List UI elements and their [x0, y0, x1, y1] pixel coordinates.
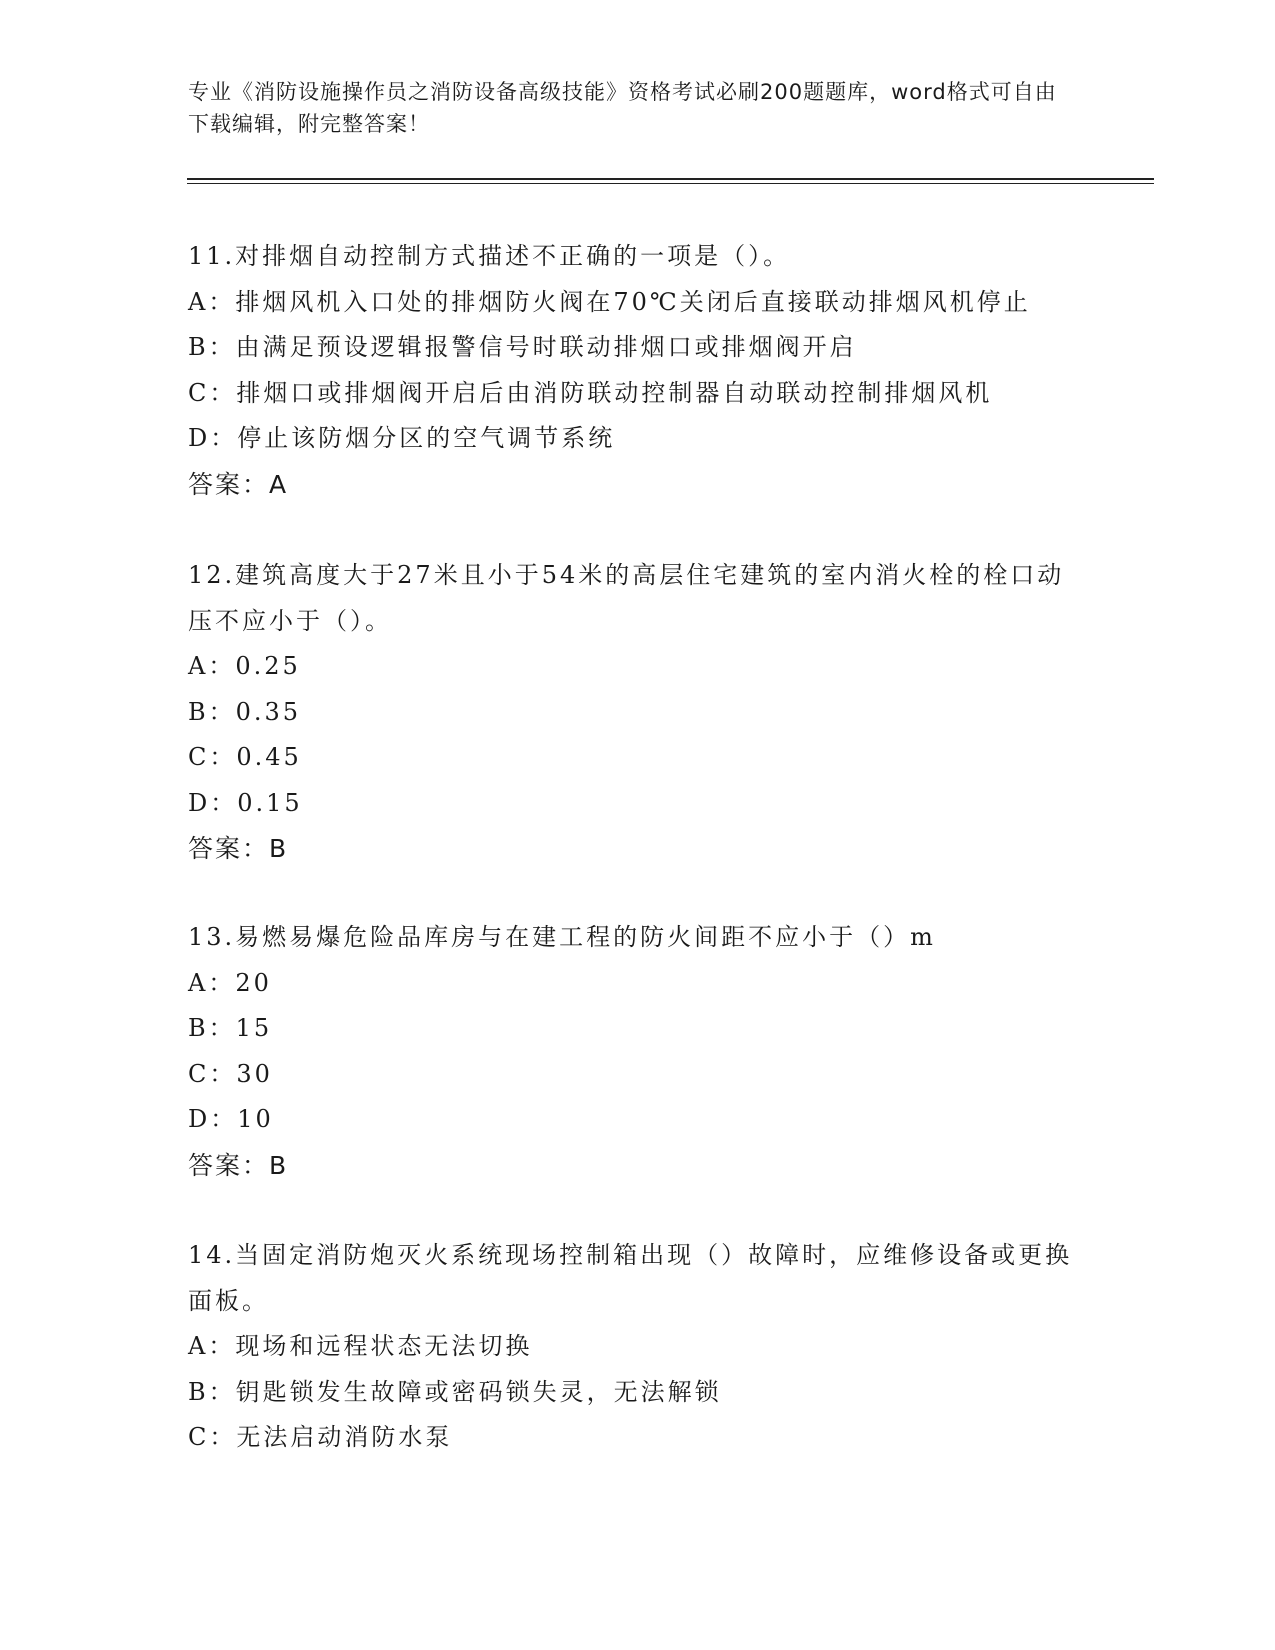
option-a: A：20: [188, 968, 272, 997]
option-d: D：停止该防烟分区的空气调节系统: [188, 424, 616, 452]
question-12: [188, 553, 1088, 872]
question-13: [188, 915, 1088, 1188]
answer-line: 答案：B: [188, 834, 289, 863]
question-stem: 12.建筑高度大于27米且小于54米的高层住宅建筑的室内消火栓的栓口动压不应小于（）。: [188, 561, 1065, 635]
question-stem: 14.当固定消防炮灭火系统现场控制箱出现（）故障时，应维修设备或更换面板。: [188, 1241, 1073, 1315]
option-a: A：0.25: [188, 652, 301, 680]
option-c: C：排烟口或排烟阀开启后由消防联动控制器自动联动控制排烟风机: [188, 378, 993, 407]
option-b: B：由满足预设逻辑报警信号时联动排烟口或排烟阀开启: [188, 333, 857, 361]
answer-line: 答案：A: [188, 469, 289, 499]
header-divider-thin: [187, 183, 1154, 184]
option-d: D：10: [188, 1105, 274, 1133]
answer-line: 答案：B: [188, 1150, 289, 1180]
option-b: B：15: [188, 1014, 273, 1042]
option-c: C：0.45: [188, 743, 302, 771]
question-14: [188, 1233, 1088, 1461]
header-divider-thick: [187, 178, 1154, 180]
option-d: D：0.15: [188, 788, 303, 817]
option-a: A：现场和远程状态无法切换: [188, 1332, 533, 1360]
question-stem: 11.对排烟自动控制方式描述不正确的一项是（）。: [188, 242, 791, 270]
document-header: 专业《消防设施操作员之消防设备高级技能》资格考试必刷200题题库，word格式可自由下载编辑，附完整答案！: [188, 80, 1057, 136]
option-b: B：0.35: [188, 697, 302, 726]
question-stem: 13.易燃易爆危险品库房与在建工程的防火间距不应小于（）m: [188, 923, 936, 951]
option-a: A：排烟风机入口处的排烟防火阀在70℃关闭后直接联动排烟风机停止: [188, 287, 1031, 316]
option-c: C：无法启动消防水泵: [188, 1423, 453, 1451]
option-b: B：钥匙锁发生故障或密码锁失灵，无法解锁: [188, 1377, 722, 1406]
question-11: [188, 234, 1088, 507]
option-c: C：30: [188, 1059, 273, 1088]
